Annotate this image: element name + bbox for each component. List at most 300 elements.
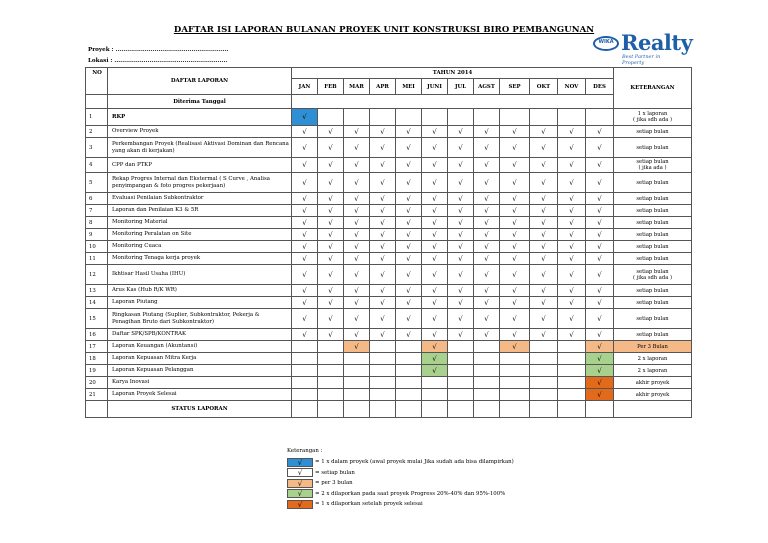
mark-cell-nov: √ xyxy=(558,297,586,309)
row-number: 2 xyxy=(86,126,108,138)
mark-cell-apr xyxy=(370,109,396,126)
mark-cell-des: √ xyxy=(586,285,614,297)
table-row xyxy=(86,353,692,365)
mark-cell-jan: √ xyxy=(292,253,318,265)
mark-cell-juni: √ xyxy=(422,158,448,173)
mark-cell-sep xyxy=(500,377,530,389)
table-row xyxy=(86,205,692,217)
keterangan-cell: setiap bulan xyxy=(614,309,692,329)
mark-cell-feb: √ xyxy=(318,241,344,253)
mark-cell-agst xyxy=(474,389,500,401)
mark-cell-mar xyxy=(344,109,370,126)
mark-cell-jan: √ xyxy=(292,285,318,297)
mark-cell-okt xyxy=(530,341,558,353)
row-number: 16 xyxy=(86,329,108,341)
mark-cell-okt: √ xyxy=(530,138,558,158)
mark-cell-mar: √ xyxy=(344,229,370,241)
legend xyxy=(287,448,514,510)
keterangan-cell: setiap bulan xyxy=(614,138,692,158)
mark-cell-juni: √ xyxy=(422,297,448,309)
mark-cell-mei xyxy=(396,353,422,365)
mark-cell-feb: √ xyxy=(318,217,344,229)
mark-cell-nov xyxy=(558,389,586,401)
mark-cell-apr: √ xyxy=(370,297,396,309)
table-row xyxy=(86,285,692,297)
legend-item xyxy=(287,457,514,468)
mark-cell-jul xyxy=(448,389,474,401)
mark-cell-mar: √ xyxy=(344,285,370,297)
mark-cell-jul: √ xyxy=(448,217,474,229)
mark-cell-juni: √ xyxy=(422,329,448,341)
mark-cell-sep xyxy=(500,353,530,365)
mark-cell-jul: √ xyxy=(448,329,474,341)
keterangan-cell: Per 3 Bulan xyxy=(614,341,692,353)
mark-cell-okt xyxy=(530,109,558,126)
table-row xyxy=(86,309,692,329)
table-row xyxy=(86,241,692,253)
mark-cell-nov xyxy=(558,341,586,353)
mark-cell-jul: √ xyxy=(448,229,474,241)
mark-cell-agst: √ xyxy=(474,217,500,229)
mark-cell-apr: √ xyxy=(370,217,396,229)
mark-cell-mar: √ xyxy=(344,253,370,265)
mark-cell-nov xyxy=(558,109,586,126)
header-daftar-laporan: DAFTAR LAPORAN xyxy=(108,68,292,95)
report-name: Monitoring Tenaga kerja proyek xyxy=(108,253,292,265)
table-row xyxy=(86,365,692,377)
mark-cell-jan: √ xyxy=(292,265,318,285)
header-no: NO xyxy=(86,68,108,95)
keterangan-cell: 2 x laporan xyxy=(614,353,692,365)
mark-cell-mei: √ xyxy=(396,297,422,309)
mark-cell-jul: √ xyxy=(448,265,474,285)
mark-cell-apr: √ xyxy=(370,205,396,217)
mark-cell-mar: √ xyxy=(344,126,370,138)
mark-cell-agst: √ xyxy=(474,285,500,297)
mark-cell-juni: √ xyxy=(422,309,448,329)
mark-cell-juni: √ xyxy=(422,253,448,265)
mark-cell-jul xyxy=(448,353,474,365)
mark-cell-des: √ xyxy=(586,297,614,309)
wika-badge-icon: WIKA xyxy=(593,36,619,51)
mark-cell-jul xyxy=(448,365,474,377)
mark-cell-jul xyxy=(448,341,474,353)
mark-cell-mei xyxy=(396,109,422,126)
mark-cell-jan xyxy=(292,377,318,389)
report-name: Arus Kas (Hub R/K WR) xyxy=(108,285,292,297)
mark-cell-okt: √ xyxy=(530,229,558,241)
mark-cell-feb xyxy=(318,389,344,401)
mark-cell-jan: √ xyxy=(292,193,318,205)
mark-cell-jul: √ xyxy=(448,285,474,297)
legend-text: = per 3 bulan xyxy=(315,480,353,487)
mark-cell-nov: √ xyxy=(558,217,586,229)
mark-cell-mei: √ xyxy=(396,126,422,138)
report-name: Laporan Kepuasan Pelanggan xyxy=(108,365,292,377)
row-number: 9 xyxy=(86,229,108,241)
legend-text: = 1 x dalam proyek (awal proyek mulai Jika sudah ada bisa dilampirkan) xyxy=(315,459,514,466)
table-row xyxy=(86,138,692,158)
mark-cell-nov: √ xyxy=(558,285,586,297)
mark-cell-sep: √ xyxy=(500,241,530,253)
mark-cell-agst: √ xyxy=(474,193,500,205)
mark-cell-feb: √ xyxy=(318,253,344,265)
mark-cell-apr xyxy=(370,341,396,353)
row-number: 17 xyxy=(86,341,108,353)
mark-cell-nov: √ xyxy=(558,193,586,205)
legend-item xyxy=(287,499,514,510)
report-name: Monitoring Cuaca xyxy=(108,241,292,253)
mark-cell-okt: √ xyxy=(530,126,558,138)
mark-cell-mei: √ xyxy=(396,193,422,205)
mark-cell-des: √ xyxy=(586,241,614,253)
mark-cell-okt: √ xyxy=(530,217,558,229)
row-number: 8 xyxy=(86,217,108,229)
mark-cell-sep: √ xyxy=(500,265,530,285)
row-number: 12 xyxy=(86,265,108,285)
mark-cell-mei: √ xyxy=(396,241,422,253)
mark-cell-agst xyxy=(474,365,500,377)
mark-cell-juni: √ xyxy=(422,138,448,158)
report-name: Laporan Piutang xyxy=(108,297,292,309)
mark-cell-apr: √ xyxy=(370,329,396,341)
mark-cell-jan xyxy=(292,353,318,365)
legend-swatch: √ xyxy=(287,489,313,498)
mark-cell-des: √ xyxy=(586,138,614,158)
report-name: Rekap Progres Internal dan Ekstermal ( S Curve , Analisa penyimpangan & foto progres pekerjaan) xyxy=(108,173,292,193)
mark-cell-nov: √ xyxy=(558,253,586,265)
mark-cell-mei: √ xyxy=(396,229,422,241)
month-jan: JAN xyxy=(292,79,318,95)
mark-cell-okt: √ xyxy=(530,265,558,285)
keterangan-cell: setiap bulan xyxy=(614,126,692,138)
mark-cell-feb xyxy=(318,341,344,353)
mark-cell-des xyxy=(586,109,614,126)
mark-cell-mar: √ xyxy=(344,173,370,193)
mark-cell-mar: √ xyxy=(344,341,370,353)
mark-cell-mei: √ xyxy=(396,309,422,329)
mark-cell-apr: √ xyxy=(370,309,396,329)
mark-cell-feb xyxy=(318,353,344,365)
mark-cell-agst: √ xyxy=(474,309,500,329)
report-name: Overview Proyek xyxy=(108,126,292,138)
mark-cell-des: √ xyxy=(586,377,614,389)
keterangan-cell: setiap bulan xyxy=(614,173,692,193)
table-row xyxy=(86,173,692,193)
mark-cell-mei: √ xyxy=(396,138,422,158)
mark-cell-apr: √ xyxy=(370,126,396,138)
mark-cell-agst: √ xyxy=(474,253,500,265)
mark-cell-okt xyxy=(530,389,558,401)
month-nov: NOV xyxy=(558,79,586,95)
mark-cell-feb xyxy=(318,377,344,389)
mark-cell-mei: √ xyxy=(396,173,422,193)
mark-cell-agst: √ xyxy=(474,229,500,241)
mark-cell-feb: √ xyxy=(318,138,344,158)
mark-cell-mei: √ xyxy=(396,217,422,229)
mark-cell-sep: √ xyxy=(500,126,530,138)
mark-cell-feb: √ xyxy=(318,329,344,341)
mark-cell-sep: √ xyxy=(500,217,530,229)
month-apr: APR xyxy=(370,79,396,95)
mark-cell-sep xyxy=(500,109,530,126)
month-des: DES xyxy=(586,79,614,95)
mark-cell-juni xyxy=(422,389,448,401)
table-row xyxy=(86,126,692,138)
report-name: RKP xyxy=(108,109,292,126)
legend-text: = 2 x dilaporkan pada saat proyek Progress 20%-40% dan 95%-100% xyxy=(315,490,506,497)
report-name: Ikhtisar Hasil Usaha (IHU) xyxy=(108,265,292,285)
mark-cell-nov xyxy=(558,353,586,365)
month-okt: OKT xyxy=(530,79,558,95)
row-number: 13 xyxy=(86,285,108,297)
mark-cell-mar xyxy=(344,389,370,401)
mark-cell-nov: √ xyxy=(558,265,586,285)
mark-cell-sep: √ xyxy=(500,285,530,297)
mark-cell-okt xyxy=(530,353,558,365)
mark-cell-feb: √ xyxy=(318,158,344,173)
mark-cell-mar: √ xyxy=(344,241,370,253)
mark-cell-juni: √ xyxy=(422,365,448,377)
report-name: Perkembangan Proyek (Realisasi Aktivasi Dominan dan Rencana yang akan di kerjakan) xyxy=(108,138,292,158)
mark-cell-mar xyxy=(344,353,370,365)
mark-cell-jan: √ xyxy=(292,138,318,158)
mark-cell-juni: √ xyxy=(422,341,448,353)
mark-cell-feb: √ xyxy=(318,126,344,138)
mark-cell-des: √ xyxy=(586,353,614,365)
keterangan-cell: setiap bulan xyxy=(614,217,692,229)
mark-cell-okt: √ xyxy=(530,158,558,173)
table-row xyxy=(86,341,692,353)
report-name: Laporan Proyek Selesai xyxy=(108,389,292,401)
mark-cell-nov xyxy=(558,365,586,377)
mark-cell-jul: √ xyxy=(448,193,474,205)
mark-cell-nov: √ xyxy=(558,309,586,329)
mark-cell-sep: √ xyxy=(500,297,530,309)
mark-cell-okt: √ xyxy=(530,241,558,253)
mark-cell-mei: √ xyxy=(396,285,422,297)
row-number: 10 xyxy=(86,241,108,253)
mark-cell-juni: √ xyxy=(422,217,448,229)
mark-cell-des: √ xyxy=(586,329,614,341)
row-number: 20 xyxy=(86,377,108,389)
report-name: CPP dan PTKP xyxy=(108,158,292,173)
row-number: 19 xyxy=(86,365,108,377)
mark-cell-des: √ xyxy=(586,193,614,205)
report-table xyxy=(85,67,692,418)
table-row xyxy=(86,217,692,229)
table-row xyxy=(86,229,692,241)
legend-swatch: √ xyxy=(287,500,313,509)
mark-cell-jul: √ xyxy=(448,309,474,329)
report-name: Daftar SPK/SPB/KONTRAK xyxy=(108,329,292,341)
mark-cell-des: √ xyxy=(586,173,614,193)
logo-word: Realty xyxy=(621,30,693,55)
legend-swatch: √ xyxy=(287,468,313,477)
mark-cell-jul: √ xyxy=(448,241,474,253)
keterangan-cell: setiap bulan xyxy=(614,285,692,297)
mark-cell-jan xyxy=(292,389,318,401)
mark-cell-nov: √ xyxy=(558,205,586,217)
keterangan-cell: setiap bulan ( jika sdh ada ) xyxy=(614,265,692,285)
mark-cell-jul: √ xyxy=(448,297,474,309)
header-diterima-tanggal: Diterima Tanggal xyxy=(108,95,292,109)
mark-cell-jan: √ xyxy=(292,309,318,329)
report-name: Evaluasi Penilaian Subkontraktor xyxy=(108,193,292,205)
keterangan-cell: setiap bulan xyxy=(614,229,692,241)
mark-cell-feb: √ xyxy=(318,229,344,241)
mark-cell-apr: √ xyxy=(370,285,396,297)
row-number: 21 xyxy=(86,389,108,401)
mark-cell-apr xyxy=(370,377,396,389)
mark-cell-okt: √ xyxy=(530,193,558,205)
mark-cell-agst: √ xyxy=(474,297,500,309)
mark-cell-mar xyxy=(344,365,370,377)
mark-cell-jul: √ xyxy=(448,158,474,173)
mark-cell-juni: √ xyxy=(422,229,448,241)
mark-cell-mei xyxy=(396,341,422,353)
mark-cell-apr: √ xyxy=(370,241,396,253)
legend-item xyxy=(287,478,514,489)
row-number: 5 xyxy=(86,173,108,193)
mark-cell-feb xyxy=(318,365,344,377)
mark-cell-apr: √ xyxy=(370,253,396,265)
mark-cell-mar: √ xyxy=(344,265,370,285)
mark-cell-mar: √ xyxy=(344,309,370,329)
mark-cell-jan: √ xyxy=(292,126,318,138)
mark-cell-des: √ xyxy=(586,217,614,229)
mark-cell-agst: √ xyxy=(474,329,500,341)
mark-cell-des: √ xyxy=(586,389,614,401)
mark-cell-sep xyxy=(500,365,530,377)
keterangan-cell: setiap bulan xyxy=(614,329,692,341)
report-name: Laporan Keuangan (Akuntansi) xyxy=(108,341,292,353)
mark-cell-sep: √ xyxy=(500,138,530,158)
mark-cell-agst xyxy=(474,377,500,389)
row-number: 11 xyxy=(86,253,108,265)
month-mar: MAR xyxy=(344,79,370,95)
keterangan-cell: 2 x laporan xyxy=(614,365,692,377)
mark-cell-juni: √ xyxy=(422,353,448,365)
mark-cell-nov: √ xyxy=(558,329,586,341)
mark-cell-apr: √ xyxy=(370,265,396,285)
mark-cell-jan: √ xyxy=(292,329,318,341)
mark-cell-jan: √ xyxy=(292,229,318,241)
mark-cell-mar: √ xyxy=(344,138,370,158)
mark-cell-des: √ xyxy=(586,265,614,285)
legend-item xyxy=(287,489,514,500)
mark-cell-jul: √ xyxy=(448,253,474,265)
mark-cell-agst xyxy=(474,353,500,365)
mark-cell-juni: √ xyxy=(422,173,448,193)
mark-cell-mei: √ xyxy=(396,329,422,341)
report-name: Laporan Kepuasan Mitra Kerja xyxy=(108,353,292,365)
mark-cell-apr xyxy=(370,365,396,377)
keterangan-cell: akhir proyek xyxy=(614,377,692,389)
mark-cell-mar: √ xyxy=(344,158,370,173)
mark-cell-nov: √ xyxy=(558,241,586,253)
status-laporan-label: STATUS LAPORAN xyxy=(108,401,292,418)
mark-cell-nov: √ xyxy=(558,229,586,241)
table-row xyxy=(86,297,692,309)
mark-cell-apr xyxy=(370,353,396,365)
mark-cell-agst: √ xyxy=(474,205,500,217)
mark-cell-agst xyxy=(474,341,500,353)
mark-cell-mar: √ xyxy=(344,329,370,341)
mark-cell-okt: √ xyxy=(530,285,558,297)
mark-cell-okt xyxy=(530,365,558,377)
header-keterangan: KETERANGAN xyxy=(614,68,692,109)
mark-cell-mei xyxy=(396,389,422,401)
mark-cell-agst xyxy=(474,109,500,126)
mark-cell-juni: √ xyxy=(422,265,448,285)
keterangan-cell: setiap bulan xyxy=(614,205,692,217)
table-row xyxy=(86,377,692,389)
month-sep: SEP xyxy=(500,79,530,95)
mark-cell-des: √ xyxy=(586,341,614,353)
mark-cell-feb: √ xyxy=(318,173,344,193)
report-name: Monitoring Material xyxy=(108,217,292,229)
mark-cell-jul xyxy=(448,377,474,389)
mark-cell-nov: √ xyxy=(558,173,586,193)
mark-cell-agst: √ xyxy=(474,138,500,158)
logo-tagline: Best Partner in Property xyxy=(622,54,661,66)
mark-cell-nov: √ xyxy=(558,126,586,138)
mark-cell-nov: √ xyxy=(558,138,586,158)
mark-cell-okt: √ xyxy=(530,309,558,329)
mark-cell-mar: √ xyxy=(344,205,370,217)
table-row xyxy=(86,109,692,126)
mark-cell-nov xyxy=(558,377,586,389)
row-number: 7 xyxy=(86,205,108,217)
report-name: Ringkasan Piutang (Suplier, Subkontraktor, Pekerja & Penagihan Bruto dari Subkontraktor) xyxy=(108,309,292,329)
keterangan-cell: akhir proyek xyxy=(614,389,692,401)
mark-cell-mar: √ xyxy=(344,217,370,229)
mark-cell-mei xyxy=(396,377,422,389)
mark-cell-sep: √ xyxy=(500,193,530,205)
mark-cell-sep xyxy=(500,389,530,401)
mark-cell-jan: √ xyxy=(292,173,318,193)
mark-cell-sep: √ xyxy=(500,229,530,241)
legend-text: = setiap bulan xyxy=(315,469,355,476)
mark-cell-sep: √ xyxy=(500,309,530,329)
mark-cell-okt: √ xyxy=(530,205,558,217)
mark-cell-apr: √ xyxy=(370,173,396,193)
mark-cell-okt: √ xyxy=(530,253,558,265)
mark-cell-apr: √ xyxy=(370,158,396,173)
mark-cell-apr: √ xyxy=(370,138,396,158)
mark-cell-apr: √ xyxy=(370,193,396,205)
mark-cell-agst: √ xyxy=(474,173,500,193)
mark-cell-apr xyxy=(370,389,396,401)
mark-cell-agst: √ xyxy=(474,265,500,285)
mark-cell-jul xyxy=(448,109,474,126)
mark-cell-feb: √ xyxy=(318,297,344,309)
mark-cell-feb: √ xyxy=(318,265,344,285)
table-row xyxy=(86,265,692,285)
mark-cell-okt xyxy=(530,377,558,389)
row-number: 4 xyxy=(86,158,108,173)
keterangan-cell: setiap bulan xyxy=(614,193,692,205)
header-tahun: TAHUN 2014 xyxy=(292,68,614,79)
report-name: Karya Inovasi xyxy=(108,377,292,389)
mark-cell-feb: √ xyxy=(318,309,344,329)
mark-cell-sep: √ xyxy=(500,173,530,193)
mark-cell-juni xyxy=(422,109,448,126)
mark-cell-juni: √ xyxy=(422,241,448,253)
mark-cell-jan: √ xyxy=(292,205,318,217)
mark-cell-sep: √ xyxy=(500,329,530,341)
